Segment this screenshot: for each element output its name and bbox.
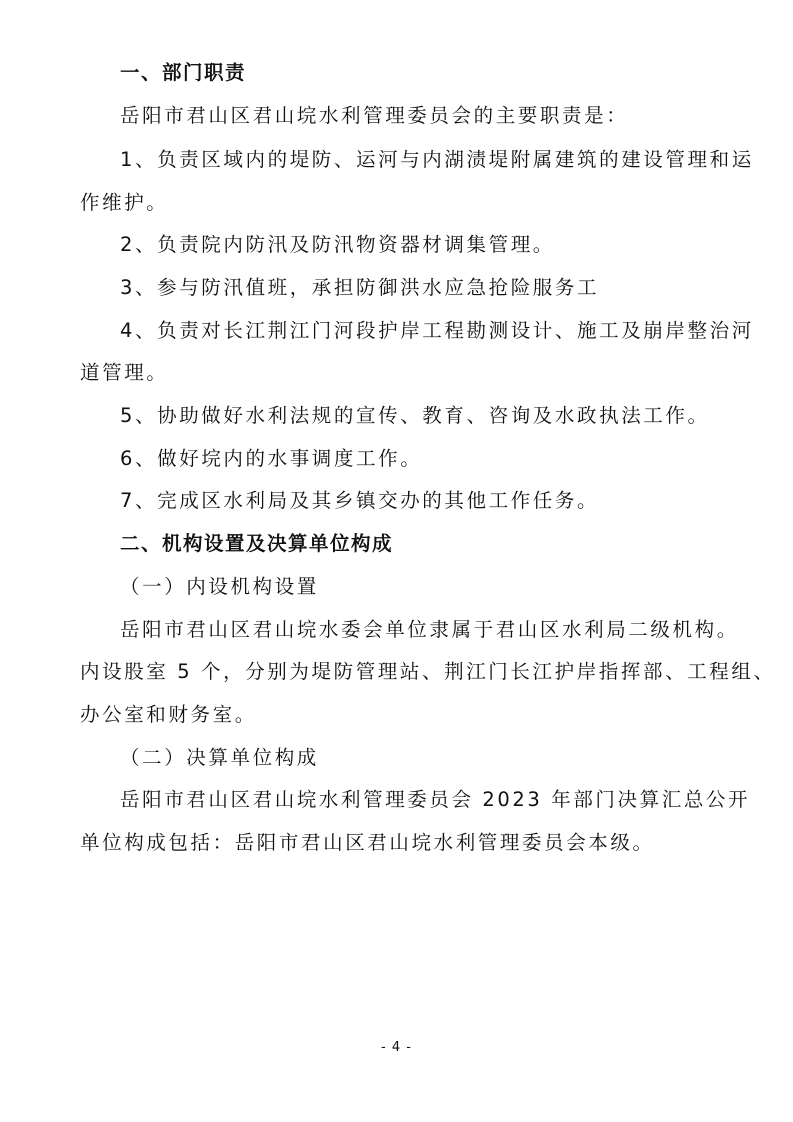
duty-item-2: 2、负责院内防汛及防汛物资器材调集管理。 bbox=[120, 233, 555, 256]
duty-item-4-line-2: 道管理。 bbox=[80, 361, 169, 384]
internal-structure-para-line-2: 内设股室 5 个，分别为堤防管理站、荆江门长江护岸指挥部、工程组、 bbox=[80, 660, 776, 683]
duty-item-6: 6、做好垸内的水事调度工作。 bbox=[120, 447, 423, 470]
accounting-units-para-line-2: 单位构成包括：岳阳市君山区君山垸水利管理委员会本级。 bbox=[80, 831, 655, 854]
internal-structure-para-line-1: 岳阳市君山区君山垸水委会单位隶属于君山区水利局二级机构。 bbox=[120, 618, 739, 641]
section-heading-department-duties: 一、部门职责 bbox=[120, 61, 247, 84]
section-heading-organization: 二、机构设置及决算单位构成 bbox=[120, 532, 394, 555]
internal-structure-para-line-3: 办公室和财务室。 bbox=[80, 703, 257, 726]
duty-item-1-line-2: 作维护。 bbox=[80, 191, 169, 214]
duty-item-4-line-1: 4、负责对长江荆江门河段护岸工程勘测设计、施工及崩岸整治河 bbox=[120, 319, 754, 342]
page-number: - 4 - bbox=[381, 1040, 412, 1055]
duty-item-1-line-1: 1、负责区域内的堤防、运河与内湖渍堤附属建筑的建设管理和运 bbox=[120, 148, 754, 171]
subsection-heading-accounting-units: （二）决算单位构成 bbox=[120, 746, 319, 769]
duty-item-3: 3、参与防汛值班，承担防御洪水应急抢险服务工 bbox=[120, 276, 600, 299]
accounting-units-para-line-1: 岳阳市君山区君山垸水利管理委员会 2023 年部门决算汇总公开 bbox=[120, 788, 751, 811]
subsection-heading-internal-structure: （一）内设机构设置 bbox=[120, 575, 319, 598]
duty-item-7: 7、完成区水利局及其乡镇交办的其他工作任务。 bbox=[120, 489, 600, 512]
duties-intro: 岳阳市君山区君山垸水利管理委员会的主要职责是： bbox=[120, 104, 629, 127]
duty-item-5: 5、协助做好水利法规的宣传、教育、咨询及水政执法工作。 bbox=[120, 404, 710, 427]
